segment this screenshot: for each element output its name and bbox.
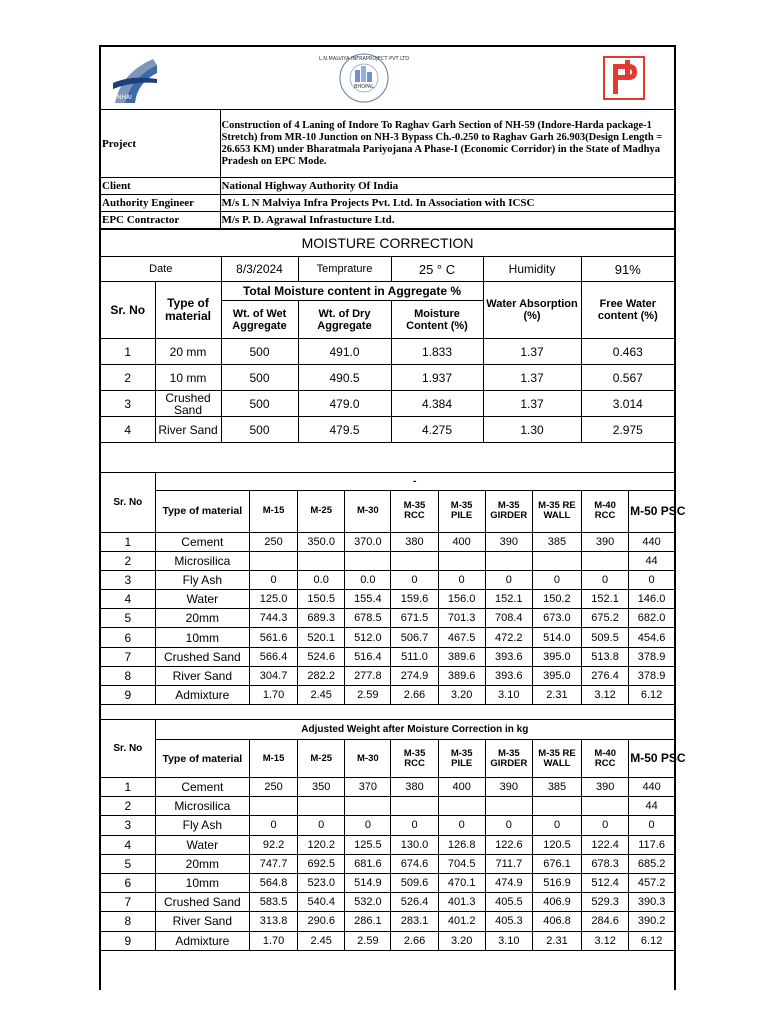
value-cell: 514.9 [345, 873, 391, 892]
table-row [101, 873, 674, 892]
value-cell: 405.5 [485, 893, 532, 912]
sr-cell: 5 [101, 854, 155, 873]
value-cell: 283.1 [391, 912, 438, 931]
material-cell: Microsilica [155, 797, 249, 816]
humidity-value: 91% [581, 257, 674, 282]
value-cell: 3.12 [581, 686, 628, 705]
date-value: 8/3/2024 [221, 257, 298, 282]
value-cell: 678.5 [345, 609, 391, 628]
spacer-row [101, 458, 674, 472]
grade-header: M-50 PSC [629, 490, 674, 532]
value-cell: 676.1 [532, 854, 581, 873]
value-cell: 685.2 [629, 854, 674, 873]
value-cell: 0 [485, 816, 532, 835]
value-cell [438, 551, 485, 570]
value-cell: 400 [438, 532, 485, 551]
value-cell [391, 551, 438, 570]
value-cell: 474.9 [485, 873, 532, 892]
authority-engineer-text: M/s L N Malviya Infra Projects Pvt. Ltd. In Association with ICSC [220, 195, 674, 212]
value-cell: 747.7 [249, 854, 297, 873]
material-cell: Fly Ash [155, 816, 249, 835]
value-cell: 506.7 [391, 628, 438, 647]
value-cell: 744.3 [249, 609, 297, 628]
type-header: Type of material [155, 490, 249, 532]
value-cell: 370.0 [345, 532, 391, 551]
value-cell: 122.4 [582, 835, 629, 854]
value-cell: 454.6 [629, 628, 674, 647]
sr-cell: 8 [101, 912, 155, 931]
value-cell: 0 [532, 816, 581, 835]
sr-cell: 1 [101, 778, 155, 797]
value-cell: 150.5 [298, 590, 345, 609]
material-cell: Water [155, 590, 249, 609]
report-sheet [99, 45, 686, 990]
material-cell: River Sand [155, 666, 249, 685]
value-cell: 0 [532, 570, 581, 589]
value-cell: 44 [629, 551, 674, 570]
value-cell: 529.3 [582, 893, 629, 912]
grade-header: M-40 RCC [581, 490, 628, 532]
table-row [101, 854, 674, 873]
value-cell: 390 [485, 778, 532, 797]
value-cell: 405.3 [485, 912, 532, 931]
value-cell: 313.8 [249, 912, 297, 931]
pd-logo [603, 56, 645, 100]
grade-header: M-35 GIRDER [485, 740, 532, 778]
table-row [101, 609, 674, 628]
value-cell: 0 [249, 816, 297, 835]
value-cell: 701.3 [438, 609, 485, 628]
value-cell: 389.6 [438, 647, 485, 666]
value-cell: 0 [249, 570, 297, 589]
moisture-title: MOISTURE CORRECTION [101, 230, 674, 257]
table-row: 3 Crushed Sand 500 479.0 4.384 1.37 3.014 [101, 391, 674, 417]
value-cell: 286.1 [345, 912, 391, 931]
value-cell: 2.45 [298, 931, 345, 950]
value-cell: 250 [249, 778, 297, 797]
value-cell: 2.59 [345, 686, 391, 705]
sr-cell: 6 [101, 628, 155, 647]
temp-value: 25 ° C [391, 257, 483, 282]
value-cell: 390 [581, 532, 628, 551]
value-cell: 0 [438, 570, 485, 589]
value-cell: 682.0 [629, 609, 674, 628]
table-row [101, 797, 674, 816]
value-cell: 125.0 [249, 590, 297, 609]
grade-header: M-30 [345, 490, 391, 532]
material-cell: Admixture [155, 686, 249, 705]
value-cell: 277.8 [345, 666, 391, 685]
value-cell [249, 551, 297, 570]
sr-cell: 7 [101, 893, 155, 912]
value-cell: 1.70 [249, 931, 297, 950]
value-cell: 350 [298, 778, 345, 797]
temp-label: Temprature [298, 257, 391, 282]
epc-contractor-label: EPC Contractor [101, 212, 220, 229]
total-moisture-header: Total Moisture content in Aggregate % [221, 282, 483, 301]
value-cell: 3.20 [438, 686, 485, 705]
table-row [101, 686, 674, 705]
sr-cell: 4 [101, 590, 155, 609]
value-cell: 393.6 [485, 666, 532, 685]
value-cell: 120.2 [298, 835, 345, 854]
value-cell: 524.6 [298, 647, 345, 666]
value-cell: 117.6 [629, 835, 674, 854]
value-cell: 284.6 [582, 912, 629, 931]
table-row [101, 647, 674, 666]
value-cell: 0 [345, 816, 391, 835]
adjusted-weight-table [101, 719, 686, 951]
moisture-content-header: Moisture Content (%) [391, 301, 483, 339]
value-cell: 689.3 [298, 609, 345, 628]
value-cell: 514.0 [532, 628, 581, 647]
grade-header: M-15 [249, 740, 297, 778]
sr-cell: 2 [101, 551, 155, 570]
value-cell: 708.4 [485, 609, 532, 628]
value-cell: 2.31 [532, 931, 581, 950]
value-cell: 681.6 [345, 854, 391, 873]
sr-cell: 9 [101, 931, 155, 950]
value-cell: 6.12 [629, 686, 674, 705]
value-cell: 509.6 [391, 873, 438, 892]
value-cell: 561.6 [249, 628, 297, 647]
mix-design-table [101, 458, 686, 705]
value-cell: 395.0 [532, 666, 581, 685]
value-cell: 673.0 [532, 609, 581, 628]
value-cell: 350.0 [298, 532, 345, 551]
grade-header: M-35 RE WALL [532, 740, 581, 778]
value-cell: 385 [532, 532, 581, 551]
value-cell [485, 551, 532, 570]
grade-header: M-25 [298, 490, 345, 532]
value-cell: 290.6 [298, 912, 345, 931]
value-cell: 512.4 [582, 873, 629, 892]
value-cell: 678.3 [582, 854, 629, 873]
table-row: 1 20 mm 500 491.0 1.833 1.37 0.463 [101, 339, 674, 365]
value-cell: 150.2 [532, 590, 581, 609]
grade-header: M-35 RE WALL [532, 490, 581, 532]
value-cell: 152.1 [485, 590, 532, 609]
value-cell: 0 [629, 816, 674, 835]
nhai-logo [111, 53, 159, 105]
value-cell: 457.2 [629, 873, 674, 892]
table-row [101, 666, 674, 685]
sr-cell: 6 [101, 873, 155, 892]
value-cell: 159.6 [391, 590, 438, 609]
grade-header: M-35 PILE [438, 490, 485, 532]
client-label: Client [101, 178, 220, 195]
sr-cell: 3 [101, 570, 155, 589]
value-cell: 0.0 [298, 570, 345, 589]
value-cell: 526.4 [391, 893, 438, 912]
value-cell: 152.1 [581, 590, 628, 609]
value-cell: 390.3 [629, 893, 674, 912]
value-cell: 304.7 [249, 666, 297, 685]
value-cell: 0 [485, 570, 532, 589]
sr-cell: 1 [101, 532, 155, 551]
value-cell: 92.2 [249, 835, 297, 854]
client-text: National Highway Authority Of India [220, 178, 674, 195]
table-row [101, 590, 674, 609]
value-cell [582, 797, 629, 816]
value-cell: 0 [391, 816, 438, 835]
value-cell: 282.2 [298, 666, 345, 685]
epc-contractor-text: M/s P. D. Agrawal Infrastucture Ltd. [220, 212, 674, 229]
authority-engineer-label: Authority Engineer [101, 195, 220, 212]
material-cell: Crushed Sand [155, 893, 249, 912]
value-cell: 130.0 [391, 835, 438, 854]
value-cell: 3.10 [485, 686, 532, 705]
material-cell: 20mm [155, 609, 249, 628]
value-cell [345, 797, 391, 816]
value-cell: 380 [391, 532, 438, 551]
sr-no-header: Sr. No [101, 720, 155, 778]
table-row [101, 912, 674, 931]
water-absorption-header: Water Absorption (%) [483, 282, 581, 339]
table-row [101, 778, 674, 797]
grade-header: M-35 GIRDER [485, 490, 532, 532]
value-cell: 401.3 [438, 893, 485, 912]
value-cell: 146.0 [629, 590, 674, 609]
project-label: Project [101, 110, 220, 178]
date-label: Date [101, 257, 221, 282]
value-cell: 390 [582, 778, 629, 797]
type-header: Type of material [155, 282, 221, 339]
value-cell [581, 551, 628, 570]
table-row [101, 835, 674, 854]
value-cell: 564.8 [249, 873, 297, 892]
value-cell: 711.7 [485, 854, 532, 873]
value-cell: 0 [629, 570, 674, 589]
sr-cell: 7 [101, 647, 155, 666]
humidity-label: Humidity [483, 257, 581, 282]
value-cell: 390 [485, 532, 532, 551]
value-cell: 380 [391, 778, 438, 797]
sr-no-header: Sr. No [101, 282, 155, 339]
value-cell: 370 [345, 778, 391, 797]
value-cell: 523.0 [298, 873, 345, 892]
value-cell: 401.2 [438, 912, 485, 931]
wet-weight-header: Wt. of Wet Aggregate [221, 301, 298, 339]
value-cell: 0 [391, 570, 438, 589]
grade-header: M-15 [249, 490, 297, 532]
table-title: - [155, 472, 674, 490]
material-cell: Water [155, 835, 249, 854]
value-cell: 692.5 [298, 854, 345, 873]
table-row [101, 628, 674, 647]
value-cell: 2.45 [298, 686, 345, 705]
value-cell: 126.8 [438, 835, 485, 854]
value-cell: 532.0 [345, 893, 391, 912]
svg-text:L.N.MALVIYA INFRAPROJECT PVT L: L.N.MALVIYA INFRAPROJECT PVT LTD [318, 56, 410, 62]
value-cell: 385 [532, 778, 581, 797]
table-title: Adjusted Weight after Moisture Correction in kg [155, 720, 674, 740]
table-row [101, 816, 674, 835]
value-cell: 44 [629, 797, 674, 816]
value-cell: 1.70 [249, 686, 297, 705]
value-cell: 390.2 [629, 912, 674, 931]
logo-header [101, 47, 674, 110]
value-cell: 0 [581, 570, 628, 589]
material-cell: Microsilica [155, 551, 249, 570]
table-row [101, 551, 674, 570]
value-cell [298, 551, 345, 570]
value-cell: 378.9 [629, 666, 674, 685]
grade-header: M-35 RCC [391, 740, 438, 778]
table-row: 2 10 mm 500 490.5 1.937 1.37 0.567 [101, 365, 674, 391]
table-row [101, 570, 674, 589]
table-row [101, 532, 674, 551]
value-cell: 516.9 [532, 873, 581, 892]
value-cell: 511.0 [391, 647, 438, 666]
material-cell: Fly Ash [155, 570, 249, 589]
svg-text:BHOPAL: BHOPAL [353, 84, 375, 90]
material-cell: Cement [155, 532, 249, 551]
value-cell: 2.66 [391, 931, 438, 950]
seal-logo [318, 52, 410, 104]
value-cell: 704.5 [438, 854, 485, 873]
sr-cell: 4 [101, 835, 155, 854]
value-cell: 0.0 [345, 570, 391, 589]
value-cell: 2.66 [391, 686, 438, 705]
table-row [101, 893, 674, 912]
value-cell: 583.5 [249, 893, 297, 912]
value-cell: 674.6 [391, 854, 438, 873]
material-cell: 10mm [155, 873, 249, 892]
value-cell: 566.4 [249, 647, 297, 666]
sr-cell: 3 [101, 816, 155, 835]
value-cell: 520.1 [298, 628, 345, 647]
project-info-table [101, 109, 674, 229]
value-cell: 389.6 [438, 666, 485, 685]
value-cell: 3.12 [582, 931, 629, 950]
material-cell: Cement [155, 778, 249, 797]
value-cell: 540.4 [298, 893, 345, 912]
type-header: Type of material [155, 740, 249, 778]
value-cell: 0 [582, 816, 629, 835]
value-cell: 0 [298, 816, 345, 835]
grade-header: M-50 PSC [629, 740, 674, 778]
sr-cell: 2 [101, 797, 155, 816]
table-row: 4 River Sand 500 479.5 4.275 1.30 2.975 [101, 417, 674, 443]
value-cell: 6.12 [629, 931, 674, 950]
value-cell: 675.2 [581, 609, 628, 628]
value-cell: 0 [438, 816, 485, 835]
moisture-correction-table [101, 229, 674, 443]
value-cell: 671.5 [391, 609, 438, 628]
free-water-header: Free Water content (%) [581, 282, 674, 339]
value-cell [485, 797, 532, 816]
value-cell: 440 [629, 532, 674, 551]
value-cell: 120.5 [532, 835, 581, 854]
value-cell: 125.5 [345, 835, 391, 854]
value-cell: 512.0 [345, 628, 391, 647]
grade-header: M-30 [345, 740, 391, 778]
sr-no-header: Sr. No [101, 472, 155, 532]
material-cell: Admixture [155, 931, 249, 950]
value-cell: 122.6 [485, 835, 532, 854]
material-cell: Crushed Sand [155, 647, 249, 666]
value-cell: 393.6 [485, 647, 532, 666]
grade-header: M-25 [298, 740, 345, 778]
value-cell: 509.5 [581, 628, 628, 647]
value-cell [532, 551, 581, 570]
value-cell [345, 551, 391, 570]
value-cell [298, 797, 345, 816]
value-cell: 250 [249, 532, 297, 551]
value-cell: 406.8 [532, 912, 581, 931]
material-cell: 10mm [155, 628, 249, 647]
value-cell: 516.4 [345, 647, 391, 666]
grade-header: M-35 PILE [438, 740, 485, 778]
dry-weight-header: Wt. of Dry Aggregate [298, 301, 391, 339]
value-cell: 472.2 [485, 628, 532, 647]
value-cell: 467.5 [438, 628, 485, 647]
value-cell: 276.4 [581, 666, 628, 685]
value-cell: 440 [629, 778, 674, 797]
value-cell: 274.9 [391, 666, 438, 685]
value-cell: 155.4 [345, 590, 391, 609]
value-cell: 400 [438, 778, 485, 797]
value-cell: 2.31 [532, 686, 581, 705]
grade-header: M-35 RCC [391, 490, 438, 532]
value-cell [532, 797, 581, 816]
sr-cell: 9 [101, 686, 155, 705]
value-cell: 2.59 [345, 931, 391, 950]
value-cell: 395.0 [532, 647, 581, 666]
value-cell: 513.8 [581, 647, 628, 666]
project-text: Construction of 4 Laning of Indore To Raghav Garh Section of NH-59 (Indore-Harda package-1 Stretch) from MR-10 Junction on NH-3 Bypass Ch.-0.250 to Raghav Garh 26.903(Design Length = 26.653 KM) under Bharatmala Pariyojana A Phase-I (Economic Corridor) in the State of Madhya Pradesh on EPC Mode. [220, 110, 674, 178]
sr-cell: 5 [101, 609, 155, 628]
grade-header: M-40 RCC [582, 740, 629, 778]
value-cell: 378.9 [629, 647, 674, 666]
value-cell [249, 797, 297, 816]
value-cell: 3.10 [485, 931, 532, 950]
value-cell: 156.0 [438, 590, 485, 609]
value-cell [438, 797, 485, 816]
material-cell: River Sand [155, 912, 249, 931]
value-cell [391, 797, 438, 816]
table-row [101, 931, 674, 950]
value-cell: 406.9 [532, 893, 581, 912]
svg-text:NHAI: NHAI [117, 94, 132, 101]
value-cell: 470.1 [438, 873, 485, 892]
value-cell: 3.20 [438, 931, 485, 950]
sr-cell: 8 [101, 666, 155, 685]
material-cell: 20mm [155, 854, 249, 873]
